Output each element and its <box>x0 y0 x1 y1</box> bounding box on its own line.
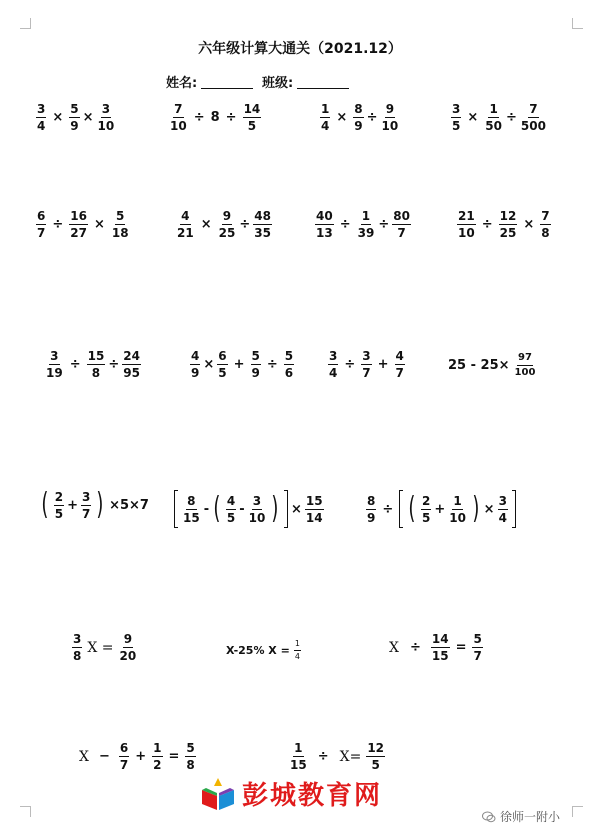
fraction: $\frac{6}{7}$ <box>119 741 129 772</box>
fraction: $\frac{2}{5}$ <box>54 489 64 521</box>
site-watermark <box>200 775 382 812</box>
fraction: $\frac{1}{2}$ <box>153 741 162 772</box>
crop-mark-top-right <box>572 18 583 29</box>
fraction: $\frac{3}{4}$ <box>498 493 507 525</box>
fraction: $\frac{4}{21}$ <box>177 209 194 240</box>
site-name: 彭城教育网 <box>242 781 383 811</box>
fraction: $\frac{12}{5}$ <box>367 741 385 772</box>
fraction: $\frac{4}{5}$ <box>226 493 236 525</box>
equation-r6-2: $\frac{1}{15}$ ÷ X= $\frac{12}{5}$ <box>290 741 385 772</box>
fraction: $\frac{1}{50}$ <box>485 102 502 133</box>
fraction: $\frac{7}{500}$ <box>520 102 546 133</box>
problem-r3-3: $\frac{3}{4}$ ÷ $\frac{3}{7}$ + $\frac{4}{7}$ <box>329 349 404 380</box>
class-blank <box>297 76 349 89</box>
crop-mark-bottom-right <box>572 806 583 817</box>
left-bracket <box>399 490 403 528</box>
fraction: $\frac{12}{25}$ <box>499 209 517 240</box>
name-field <box>166 72 253 91</box>
problem-r4-1: ( $\frac{2}{5}$ + $\frac{3}{7}$ ) ×5×7 <box>41 487 149 522</box>
fraction: $\frac{9}{10}$ <box>381 102 399 133</box>
equation-r5-1: $\frac{3}{8}$ X = $\frac{9}{20}$ <box>73 632 137 663</box>
fraction: $\frac{9}{20}$ <box>119 632 137 663</box>
account-watermark <box>482 808 560 825</box>
fraction: $\frac{3}{10}$ <box>97 102 115 133</box>
right-paren: ) <box>271 491 279 526</box>
fraction: $\frac{14}{5}$ <box>243 102 261 133</box>
class-field <box>262 72 349 91</box>
fraction: $\frac{8}{9}$ <box>354 102 363 133</box>
fraction: $\frac{3}{4}$ <box>329 349 338 380</box>
crop-mark-bottom-left <box>20 806 31 817</box>
fraction: $\frac{7}{8}$ <box>541 209 550 240</box>
problem-r2-3: $\frac{40}{13}$ ÷ $\frac{1}{39}$ ÷ $\frac{80}{7}$ <box>316 209 410 240</box>
right-paren: ) <box>472 491 480 526</box>
fraction: $\frac{4}{9}$ <box>191 349 200 380</box>
fraction: $\frac{1}{15}$ <box>290 741 307 772</box>
fraction: $\frac{15}{14}$ <box>305 493 323 525</box>
class-label: 班级: <box>262 76 294 91</box>
fraction: $\frac{3}{7}$ <box>362 349 371 380</box>
fraction: $\frac{40}{13}$ <box>316 209 333 240</box>
problem-r1-3: $\frac{1}{4}$ × $\frac{8}{9}$ ÷ $\frac{9}{10}$ <box>321 102 399 133</box>
problem-r1-2: $\frac{7}{10}$ ÷ 8 ÷ $\frac{14}{5}$ <box>170 102 261 133</box>
problem-r3-2: $\frac{4}{9}$ × $\frac{6}{5}$ + $\frac{5}{9}$ ÷ $\frac{5}{6}$ <box>191 349 294 380</box>
problem-r3-4: 25 - 25× $\frac{97}{100}$ <box>448 352 536 378</box>
right-bracket <box>512 490 516 528</box>
problem-r1-1: $\frac{3}{4}$ × $\frac{5}{9}$ × $\frac{3}{10}$ <box>37 102 115 133</box>
fraction: $\frac{6}{5}$ <box>218 349 227 380</box>
fraction: $\frac{8}{15}$ <box>183 493 200 525</box>
fraction: $\frac{1}{39}$ <box>357 209 375 240</box>
fraction: $\frac{1}{4}$ <box>321 102 330 133</box>
fraction: $\frac{6}{7}$ <box>37 209 46 240</box>
fraction: $\frac{3}{19}$ <box>46 349 63 380</box>
crop-mark-top-left <box>20 18 31 29</box>
fraction: $\frac{5}{7}$ <box>473 632 482 663</box>
fraction: $\frac{3}{7}$ <box>81 489 91 521</box>
fraction: $\frac{21}{10}$ <box>458 209 475 240</box>
fraction: $\frac{5}{6}$ <box>284 349 294 380</box>
wechat-icon <box>482 811 496 823</box>
fraction: $\frac{1}{4}$ <box>294 639 300 661</box>
problem-r1-4: $\frac{3}{5}$ × $\frac{1}{50}$ ÷ $\frac{7}{500}$ <box>452 102 546 133</box>
fraction: $\frac{4}{7}$ <box>395 349 404 380</box>
left-paren: ( <box>408 491 416 526</box>
name-label: 姓名: <box>166 76 198 91</box>
account-name: 徐师一附小 <box>500 810 561 824</box>
fraction: $\frac{7}{10}$ <box>170 102 187 133</box>
fraction: $\frac{15}{8}$ <box>87 349 105 380</box>
fraction: $\frac{14}{15}$ <box>431 632 449 663</box>
fraction: $\frac{3}{8}$ <box>73 632 82 663</box>
fraction: $\frac{24}{95}$ <box>123 349 140 380</box>
name-blank <box>201 76 253 89</box>
page-title: 六年级计算大通关（2021.12） <box>198 41 402 57</box>
fraction: $\frac{5}{18}$ <box>111 209 129 240</box>
fraction: $\frac{5}{9}$ <box>70 102 79 133</box>
problem-r3-1: $\frac{3}{19}$ ÷ $\frac{15}{8}$ ÷ $\frac{24}{95}$ <box>46 349 140 380</box>
fraction: $\frac{97}{100}$ <box>514 352 536 378</box>
fraction: $\frac{48}{35}$ <box>254 209 271 240</box>
book-logo-icon <box>200 776 236 812</box>
right-bracket <box>284 490 288 528</box>
problem-r4-2: $\frac{8}{15}$ - ( $\frac{4}{5}$ - $\frac{3}{10}$ ) × $\frac{15}{14}$ <box>172 490 326 528</box>
equation-r6-1: X − $\frac{6}{7}$ + $\frac{1}{2}$ = $\frac{5}{8}$ <box>79 741 195 772</box>
problem-r2-4: $\frac{21}{10}$ ÷ $\frac{12}{25}$ × $\frac{7}{8}$ <box>458 209 550 240</box>
equation-r5-3: X ÷ $\frac{14}{15}$ = $\frac{5}{7}$ <box>389 632 482 663</box>
fraction: $\frac{3}{4}$ <box>37 102 46 133</box>
fraction: $\frac{2}{5}$ <box>421 493 431 525</box>
fraction: $\frac{5}{9}$ <box>251 349 260 380</box>
left-paren: ( <box>41 487 49 522</box>
fraction: $\frac{3}{10}$ <box>248 493 266 525</box>
left-paren: ( <box>213 491 221 526</box>
equation-r5-2: X-25% X = $\frac{1}{4}$ <box>226 639 300 661</box>
fraction: $\frac{1}{10}$ <box>449 493 466 525</box>
left-bracket <box>174 490 178 528</box>
problem-r2-2: $\frac{4}{21}$ × $\frac{9}{25}$ ÷ $\frac{48}{35}$ <box>177 209 271 240</box>
fraction: $\frac{8}{9}$ <box>367 493 376 525</box>
fraction: $\frac{3}{5}$ <box>452 102 461 133</box>
problem-r4-3: $\frac{8}{9}$ ÷ ( $\frac{2}{5}$ + $\frac{1}{10}$ ) × $\frac{3}{4}$ <box>364 490 518 528</box>
right-paren: ) <box>96 487 104 522</box>
fraction: $\frac{9}{25}$ <box>218 209 236 240</box>
fraction: $\frac{16}{27}$ <box>70 209 87 240</box>
problem-r2-1: $\frac{6}{7}$ ÷ $\frac{16}{27}$ × $\frac{5}{18}$ <box>37 209 129 240</box>
fraction: $\frac{5}{8}$ <box>186 741 195 772</box>
fraction: $\frac{80}{7}$ <box>393 209 410 240</box>
